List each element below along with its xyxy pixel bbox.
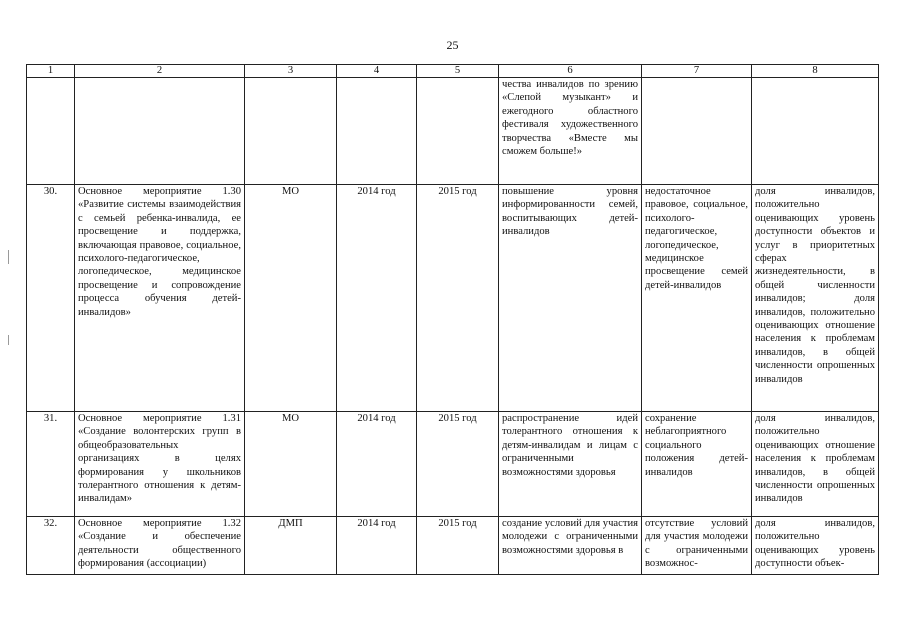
table-row (27, 412, 879, 517)
row-number: 32. (27, 517, 75, 575)
column-header: 6 (499, 65, 642, 78)
expected-result: повышение уровня информированности семей, воспитывающих детей-инвалидов (499, 185, 642, 412)
executor: ДМП (245, 517, 337, 575)
end-year: 2015 год (417, 412, 499, 517)
indicators: доля инвалидов, положительно оценивающих уровень доступности объектов и услуг в приоритетных сферах жизнедеятельности, в общей численности инвалидов; доля инвалидов, положительно оценивающих отношение населения к проблемам инвалидов, в общей численности опрошенных инвалидов (752, 185, 879, 412)
column-header: 3 (245, 65, 337, 78)
indicators: доля инвалидов, положительно оценивающих отношение населения к проблемам инвалидов, в общей численности опрошенных инвалидов (752, 412, 879, 517)
measure-name: Основное мероприятие 1.30 «Развитие системы взаимодействия с семьей ребенка-инвалида, ее просвещение и поддержка, включающая правовое, социальное, психолого-педагогическое, логопедическое, медицинское просвещение и сопровождение процесса обучения детей-инвалидов» (75, 185, 245, 412)
indicators: доля инвалидов, положительно оценивающих уровень доступности объек- (752, 517, 879, 575)
table-row (27, 185, 879, 412)
column-number-row (27, 65, 879, 78)
row-number: 30. (27, 185, 75, 412)
column-header: 2 (75, 65, 245, 78)
end-year (417, 78, 499, 185)
measure-name: Основное мероприятие 1.31 «Создание волонтерских групп в общеобразовательных организациях в целях формирования у школьников толерантного отношения к детям-инвалидам» (75, 412, 245, 517)
table-row (27, 78, 879, 185)
page-number: 25 (446, 38, 459, 52)
program-measures-table (26, 64, 879, 575)
consequences: отсутствие условий для участия молодежи с ограниченными возможнос- (642, 517, 752, 575)
start-year: 2014 год (337, 412, 417, 517)
scan-margin-mark (8, 250, 9, 264)
column-header: 8 (752, 65, 879, 78)
expected-result: создание условий для участия молодежи с ограниченными возможностями здоровья в (499, 517, 642, 575)
column-header: 4 (337, 65, 417, 78)
column-header: 5 (417, 65, 499, 78)
end-year: 2015 год (417, 517, 499, 575)
expected-result: чества инвалидов по зрению «Слепой музыкант» и ежегодного областного фестиваля художественного творчества «Вместе мы сможем больше!» (499, 78, 642, 185)
column-header: 7 (642, 65, 752, 78)
measure-name (75, 78, 245, 185)
table-row (27, 517, 879, 575)
expected-result: распространение идей толерантного отношения к детям-инвалидам и лицам с ограниченными возможностями здоровья (499, 412, 642, 517)
executor: МО (245, 185, 337, 412)
consequences (642, 78, 752, 185)
start-year: 2014 год (337, 185, 417, 412)
column-header: 1 (27, 65, 75, 78)
measure-name: Основное мероприятие 1.32 «Создание и обеспечение деятельности общественного формирования (ассоциации) (75, 517, 245, 575)
consequences: сохранение неблагоприятного социального положения детей-инвалидов (642, 412, 752, 517)
scan-margin-mark (8, 335, 9, 345)
indicators (752, 78, 879, 185)
end-year: 2015 год (417, 185, 499, 412)
row-number (27, 78, 75, 185)
consequences: недостаточное правовое, социальное, психолого-педагогическое, логопедическое, медицинское просвещение семей детей-инвалидов (642, 185, 752, 412)
row-number: 31. (27, 412, 75, 517)
executor (245, 78, 337, 185)
start-year (337, 78, 417, 185)
executor: МО (245, 412, 337, 517)
start-year: 2014 год (337, 517, 417, 575)
